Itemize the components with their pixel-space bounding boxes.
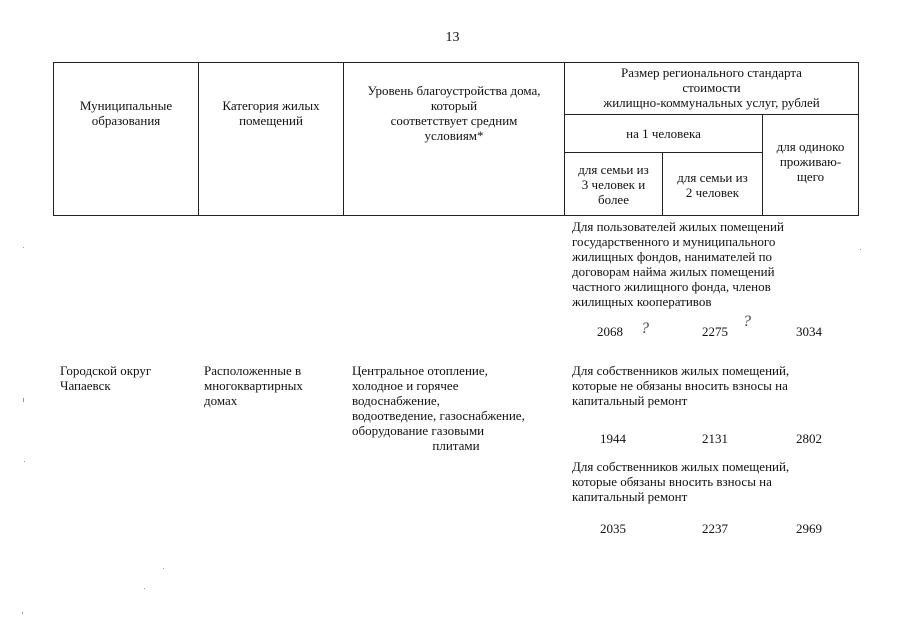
group-label <box>572 363 857 408</box>
header-standard-line: жилищно-коммунальных услуг, рублей <box>603 95 820 110</box>
group-label-line: которые обязаны вносить взносы на <box>572 474 772 489</box>
scan-speck <box>23 247 24 248</box>
header-standard-line: Размер регионального стандарта <box>621 65 802 80</box>
scan-speck <box>163 568 164 569</box>
table-header-bottom-border <box>53 215 859 216</box>
group-label-line: государственного и муниципального <box>572 234 776 249</box>
header-family-2-line: 2 человек <box>685 185 740 200</box>
group-label-line: жилищных фондов, нанимателей по <box>572 249 773 264</box>
header-family-2 <box>664 170 761 200</box>
value-family-3: 1944 <box>600 431 626 446</box>
group-label-line: капитальный ремонт <box>572 393 688 408</box>
header-family-3-line: 3 человек и <box>581 177 646 192</box>
header-per-person: на 1 человека <box>626 126 701 141</box>
group-label <box>572 219 857 309</box>
group-label-line: Для пользователей жилых помещений <box>572 219 784 234</box>
group-label-line: которые не обязаны вносить взносы на <box>572 378 788 393</box>
row-municipal-line: Городской округ <box>60 363 152 378</box>
scan-speck <box>144 588 145 589</box>
header-level-line: соответствует средним <box>390 113 518 128</box>
scan-speck <box>22 612 23 614</box>
header-municipal: Муниципальные образования <box>79 98 173 128</box>
header-family-2-line: для семьи из <box>677 170 748 185</box>
value-family-2: 2131 <box>702 431 728 446</box>
header-level-line: Уровень благоустройства дома, <box>367 83 541 98</box>
page-number: 13 <box>445 30 460 45</box>
row-level-line: водоснабжение, <box>352 393 440 408</box>
header-family-3 <box>566 162 661 207</box>
row-level-line: плитами <box>432 438 480 453</box>
scan-speck <box>23 398 24 402</box>
group-label-line: частного жилищного фонда, членов <box>572 279 771 294</box>
group-label <box>572 459 857 504</box>
header-single <box>764 139 857 184</box>
column-divider <box>662 152 663 216</box>
row-category-line: многоквартирных <box>204 378 303 393</box>
scan-speck <box>24 461 25 462</box>
value-family-3: 2068 <box>597 324 623 339</box>
column-divider <box>343 62 344 216</box>
group-label-line: договорам найма жилых помещений <box>572 264 775 279</box>
row-category-line: домах <box>204 393 238 408</box>
scan-speck <box>860 249 861 250</box>
header-level <box>346 83 562 143</box>
value-family-2: 2237 <box>702 521 728 536</box>
header-standard-line: стоимости <box>682 80 741 95</box>
header-single-line: для одиноко <box>776 139 845 154</box>
row-level <box>349 363 563 453</box>
header-category: Категория жилых помещений <box>222 98 320 128</box>
row-divider <box>564 152 762 153</box>
header-level-line: условиям* <box>424 128 484 143</box>
row-level-line: оборудование газовыми <box>352 423 485 438</box>
value-single: 2969 <box>796 521 822 536</box>
group-label-line: капитальный ремонт <box>572 489 688 504</box>
row-level-line: водоотведение, газоснабжение, <box>352 408 525 423</box>
column-divider <box>762 114 763 216</box>
header-family-3-line: более <box>598 192 629 207</box>
handwritten-question-mark: ? <box>641 320 649 337</box>
group-label-line: Для собственников жилых помещений, <box>572 363 790 378</box>
group-label-line: жилищных кооперативов <box>572 294 712 309</box>
value-family-2: 2275 <box>702 324 728 339</box>
row-level-line: холодное и горячее <box>352 378 459 393</box>
value-family-3: 2035 <box>600 521 626 536</box>
header-standard <box>566 65 857 110</box>
header-level-line: который <box>430 98 478 113</box>
row-category-line: Расположенные в <box>204 363 302 378</box>
header-single-line: проживаю- <box>779 154 842 169</box>
row-municipal-line: Чапаевск <box>60 378 111 393</box>
row-municipal <box>60 363 195 393</box>
column-divider <box>198 62 199 216</box>
table-right-border <box>858 62 859 216</box>
header-single-line: щего <box>796 169 825 184</box>
row-divider <box>564 114 859 115</box>
table-top-border <box>53 62 859 63</box>
group-label-line: Для собственников жилых помещений, <box>572 459 790 474</box>
header-family-3-line: для семьи из <box>578 162 649 177</box>
value-single: 3034 <box>796 324 822 339</box>
row-level-line: Центральное отопление, <box>352 363 488 378</box>
handwritten-question-mark: ? <box>743 313 751 330</box>
column-divider <box>564 62 565 216</box>
table-left-border <box>53 62 54 216</box>
value-single: 2802 <box>796 431 822 446</box>
row-category <box>204 363 339 408</box>
